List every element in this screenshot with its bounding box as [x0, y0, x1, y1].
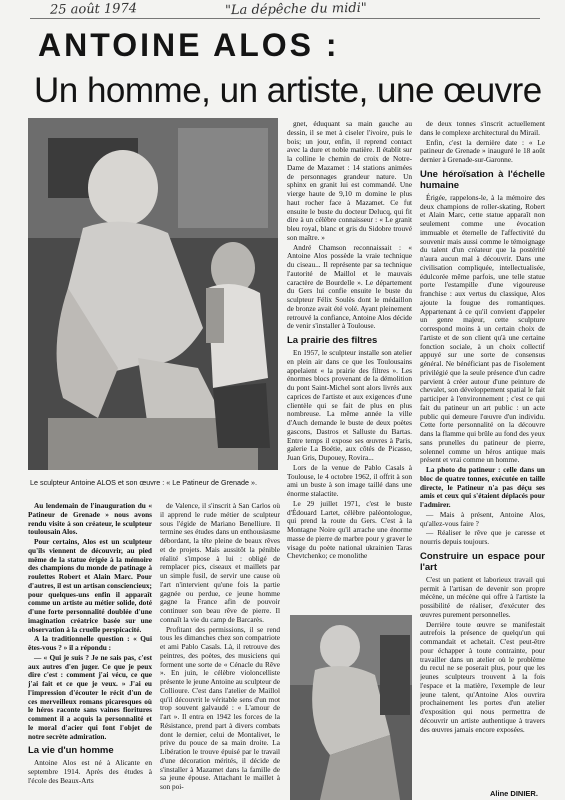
- subhead-prairie: La prairie des filtres: [287, 335, 378, 346]
- body-paragraph: de Valence, il s'inscrit à San Carlos où il apprend le rude métier de sculpteur sous l'égide de Mariano Benelliure. Il termine ses études dans un enthousiasme débordant, la tête pleine de beaux rêves et de projets. Mais aussitôt la pénible réalité s'impose à lui : obligé de remplacer pics, ciseaux et maillets par un simple fusil, de servir une cause où l'art n'intervient qu'une fois la partie gagnée ou perdue, ce jeune homme gagne la France afin de pouvoir continuer son beau rêve de pierre. Il connaît la vie du camp de Barcarès.: [160, 502, 280, 624]
- lead-paragraph: Au lendemain de l'inauguration du « Patineur de Grenade » nous avons rendu visite à son créateur, le sculpteur toulousain Alos.: [28, 502, 152, 537]
- kicker-title: ANTOINE ALOS :: [38, 27, 340, 63]
- bold-paragraph: La photo du patineur : celle dans un bloc de quatre tonnes, exécutée en taille directe, le Patineur n'a pas déçu ses amis et ceux qui s'étaient déplacés pour l'admirer.: [420, 465, 545, 509]
- body-paragraph: de deux tonnes s'inscrit actuellement dans le complexe architectural du Mirail.: [420, 120, 545, 137]
- lead-paragraph-4: — « Qui je suis ? Je ne sais pas, c'est aux autres d'en juger. Ce que je peux dire c'est : comment j'ai vécu, ce que j'ai fait et ce que je veux. » J'ai eu l'impression d'écouter le récit d'un de ces merveilleux romans picaresques où le héros raconte sans vaines fioritures comment il a acquis la personnalité et le moral d'acier qui font l'objet de notre secrète admiration.: [28, 652, 152, 741]
- body-paragraph: Antoine Alos est né à Alicante en septembre 1914. Après des études à l'école des Beaux-Arts: [28, 758, 152, 785]
- photo-caption: Le sculpteur Antoine ALOS et son œuvre : « Le Patineur de Grenade ».: [30, 478, 257, 487]
- body-paragraph: gnet, éduquant sa main gauche au dessin, il se met à ciseler l'ivoire, puis le bois; un jour, enfin, il reprend contact avec la dure et noble matière. Il établit sur la colline le chemin de croix de Notre-Dame de Mazamet : 14 stations animées de personnages grandeur nature. Un sphinx en granit lui est commandé. Une vierge haute de 9,10 m domine le plus haut rocher face à Mazamet. Ce fut ensuite le buste du docteur Delucq, qui fit dire à un célèbre connaisseur : « Le granit bleu royal, blanc et gris du Sidobre trouvé son maître. »: [287, 120, 412, 242]
- body-paragraph: Lors de la venue de Pablo Casals à Toulouse, le 4 octobre 1962, il offrit à son ami un buste à son image taillé dans une énorme stalactite.: [287, 462, 412, 498]
- headline: Un homme, un artiste, une œuvre: [34, 71, 542, 110]
- body-paragraph: Derrière toute œuvre se manifestait autrefois la présence de quelqu'un qui commandait et achetait. C'est peut-être pour échapper à toute contrainte, pour travailler dans un atelier où le problème du recul ne se poserait plus, pour que les jeunes sculpteurs trouvent à la fois l'espace et la matière, l'exemple de leur jeune talent, qu'Antoine Alos ouvrira prochainement les portes d'un atelier d'exposition qui nous permettra de découvrir un artiste authentique à travers des œuvres jamais encore exposées.: [420, 619, 545, 734]
- sculptor-photo: [28, 118, 278, 470]
- subhead-espace: Construire un espace pour l'art: [420, 550, 545, 573]
- subhead-vie: La vie d'un homme: [28, 745, 114, 757]
- column-3: [287, 120, 412, 622]
- column-2: [160, 502, 280, 800]
- body-paragraph: Profitant des permissions, il se rend tous les dimanches chez son compatriote et ami Pablo Casals. Là, il retrouve des peintres, des poètes, des musiciens qui forment une sorte de « Cénacle du Rêve ». En juin, le célèbre violoncelliste présente le jeune Antoine au sculpteur de Collioure. C'est dans l'atelier de Maillol qu'il découvrit le véritable sens d'un mot trop souvent galvaudé : « L'amour de l'art ». Il entra en 1942 les forces de la Résistance, prend part à divers combats dont le dernier, celui de Montalivet, le prive du pouce de sa main droite. La Libération le trouve épuisé par le travail d'une décoration mérités, il décide de s'installer à Mazamet dans la famille de sa jeune épouse. Attachant le maillet à son poi-: [160, 624, 280, 791]
- body-paragraph: En 1957, le sculpteur installe son atelier en plein air dans ce que les Toulousains appelaient « la prairie des filtres ». Les énormes blocs provenant de la démolition du pont Saint-Michel sont alors livrés aux caprices de l'artiste et aux exigences d'une clientèle qui se fait de plus en plus nombreuse. La même année la ville d'Auch demande le buste de deux poètes gascons, Dastros et Salluste du Bartas. Entre temps il expose ses œuvres à Paris, galerie La Boétie, aux côtés de Picasso, Juan Gris, Dupouey, Rovira...: [287, 348, 412, 462]
- body-paragraph: — Mais à présent, Antoine Alos, qu'allez-vous faire ?: [420, 509, 545, 528]
- body-paragraph: Enfin, c'est la dernière date : « Le patineur de Grenade » inauguré le 18 août dernier à Grenade-sur-Garonne.: [420, 137, 545, 164]
- sculptor-photo-image: [28, 118, 278, 470]
- signature: Aline DINIER.: [490, 789, 538, 798]
- body-paragraph: Érigée, rappelons-le, à la mémoire des deux champions de roller-skating, Robert et Alain Marc, cette statue apparaît non seulement comme une évocation immuable et éternelle de l'affectivité du souvenir mais aussi comme le témoignage du talent d'un créateur que la postérité n'aura aucun mal à découvrir. Dans une civilisation compliquée, intellectualisée, édulcorée même parfois, une telle statue porte l'estampille d'une vigoureuse franchise : aux vertus du classique, Alos ajoute la fougue des romantiques. Appartenant à ce qu'il convient d'appeler un genre majeur, cette sculpture correspond moins à un certain choix de l'artiste et de son client qu'à une certaine fonction sociale, à un choix collectif appuyé sur une sorte de consensus général. Ne bénéficiant pas de l'isolement privilégié que la seule présence d'un cadre parvient à créer autour d'une peinture de chevalet, son développement spatial le fait participer à l'environnement ; c'est ce qui fait du patineur un art public : un acte public qui demeure l'œuvre d'un individu. Cette forte personnalité on la découvre dans la flamme qui brûle au fond des yeux sans prunelles du patineur de pierre, solennel comme un héros antique mais présent et vrai comme un homme.: [420, 192, 545, 465]
- column-4: [420, 120, 545, 788]
- subhead-heroisation: Une héroïsation à l'échelle humaine: [420, 168, 545, 191]
- handwritten-date: 25 août 1974: [49, 1, 138, 18]
- statue-photo-image: [290, 615, 412, 800]
- body-paragraph: Le 29 juillet 1971, c'est le buste d'Édouard Lartet, célèbre paléontologue, qui prend la route du Gers. C'est à la Montagne Noire qu'il arrache une énorme masse de pierre de marbre pour y graver le visage du poète national ukrainien Taras Chevtchenko; ce monolithe: [287, 498, 412, 561]
- handwriting-rule: [30, 18, 540, 19]
- statue-photo: [290, 615, 412, 800]
- body-paragraph: — Réaliser le rêve que je caresse et nourris depuis toujours.: [420, 528, 545, 546]
- column-1: [28, 502, 152, 800]
- lead-paragraph-3: A la traditionnelle question : « Qui êtes-vous ? » il a répondu :: [28, 634, 152, 652]
- body-paragraph: André Chamson reconnaissait : « Antoine Alos possède la vraie technique du ciseau... Il représente par sa technique l'autorité de Maillol et le mauvais caractère de Bourdelle ». Le département du Gers lui confie ensuite le buste du sculpteur Félix Soulès dont le médaillon de bronze avait été volé. Ayant pleinement retrouvé la confiance, Antoine Alos décide de venir s'installer à Toulouse.: [287, 242, 412, 331]
- lead-paragraph-2: Pour certains, Alos est un sculpteur qu'ils viennent de découvrir, au pied même de la statue érigée à la mémoire des champions du monde de patinage à roulettes Robert et Alain Marc. Pour d'autres, il est un artisan consciencieux; pour quelques-uns enfin il apparaît comme un artiste au métier solide, doté d'une forte personnalité doublée d'une imagination créatrice basée sur une observation à la cruelle perspicacité.: [28, 537, 152, 634]
- body-paragraph: C'est un patient et laborieux travail qui permit à l'artisan de devenir son propre mécène, un mécène qui offre à l'artiste la possibilité de réaliser, d'exécuter des œuvres purement personnelles.: [420, 574, 545, 619]
- handwritten-paper: "La dépêche du midi": [224, 0, 367, 19]
